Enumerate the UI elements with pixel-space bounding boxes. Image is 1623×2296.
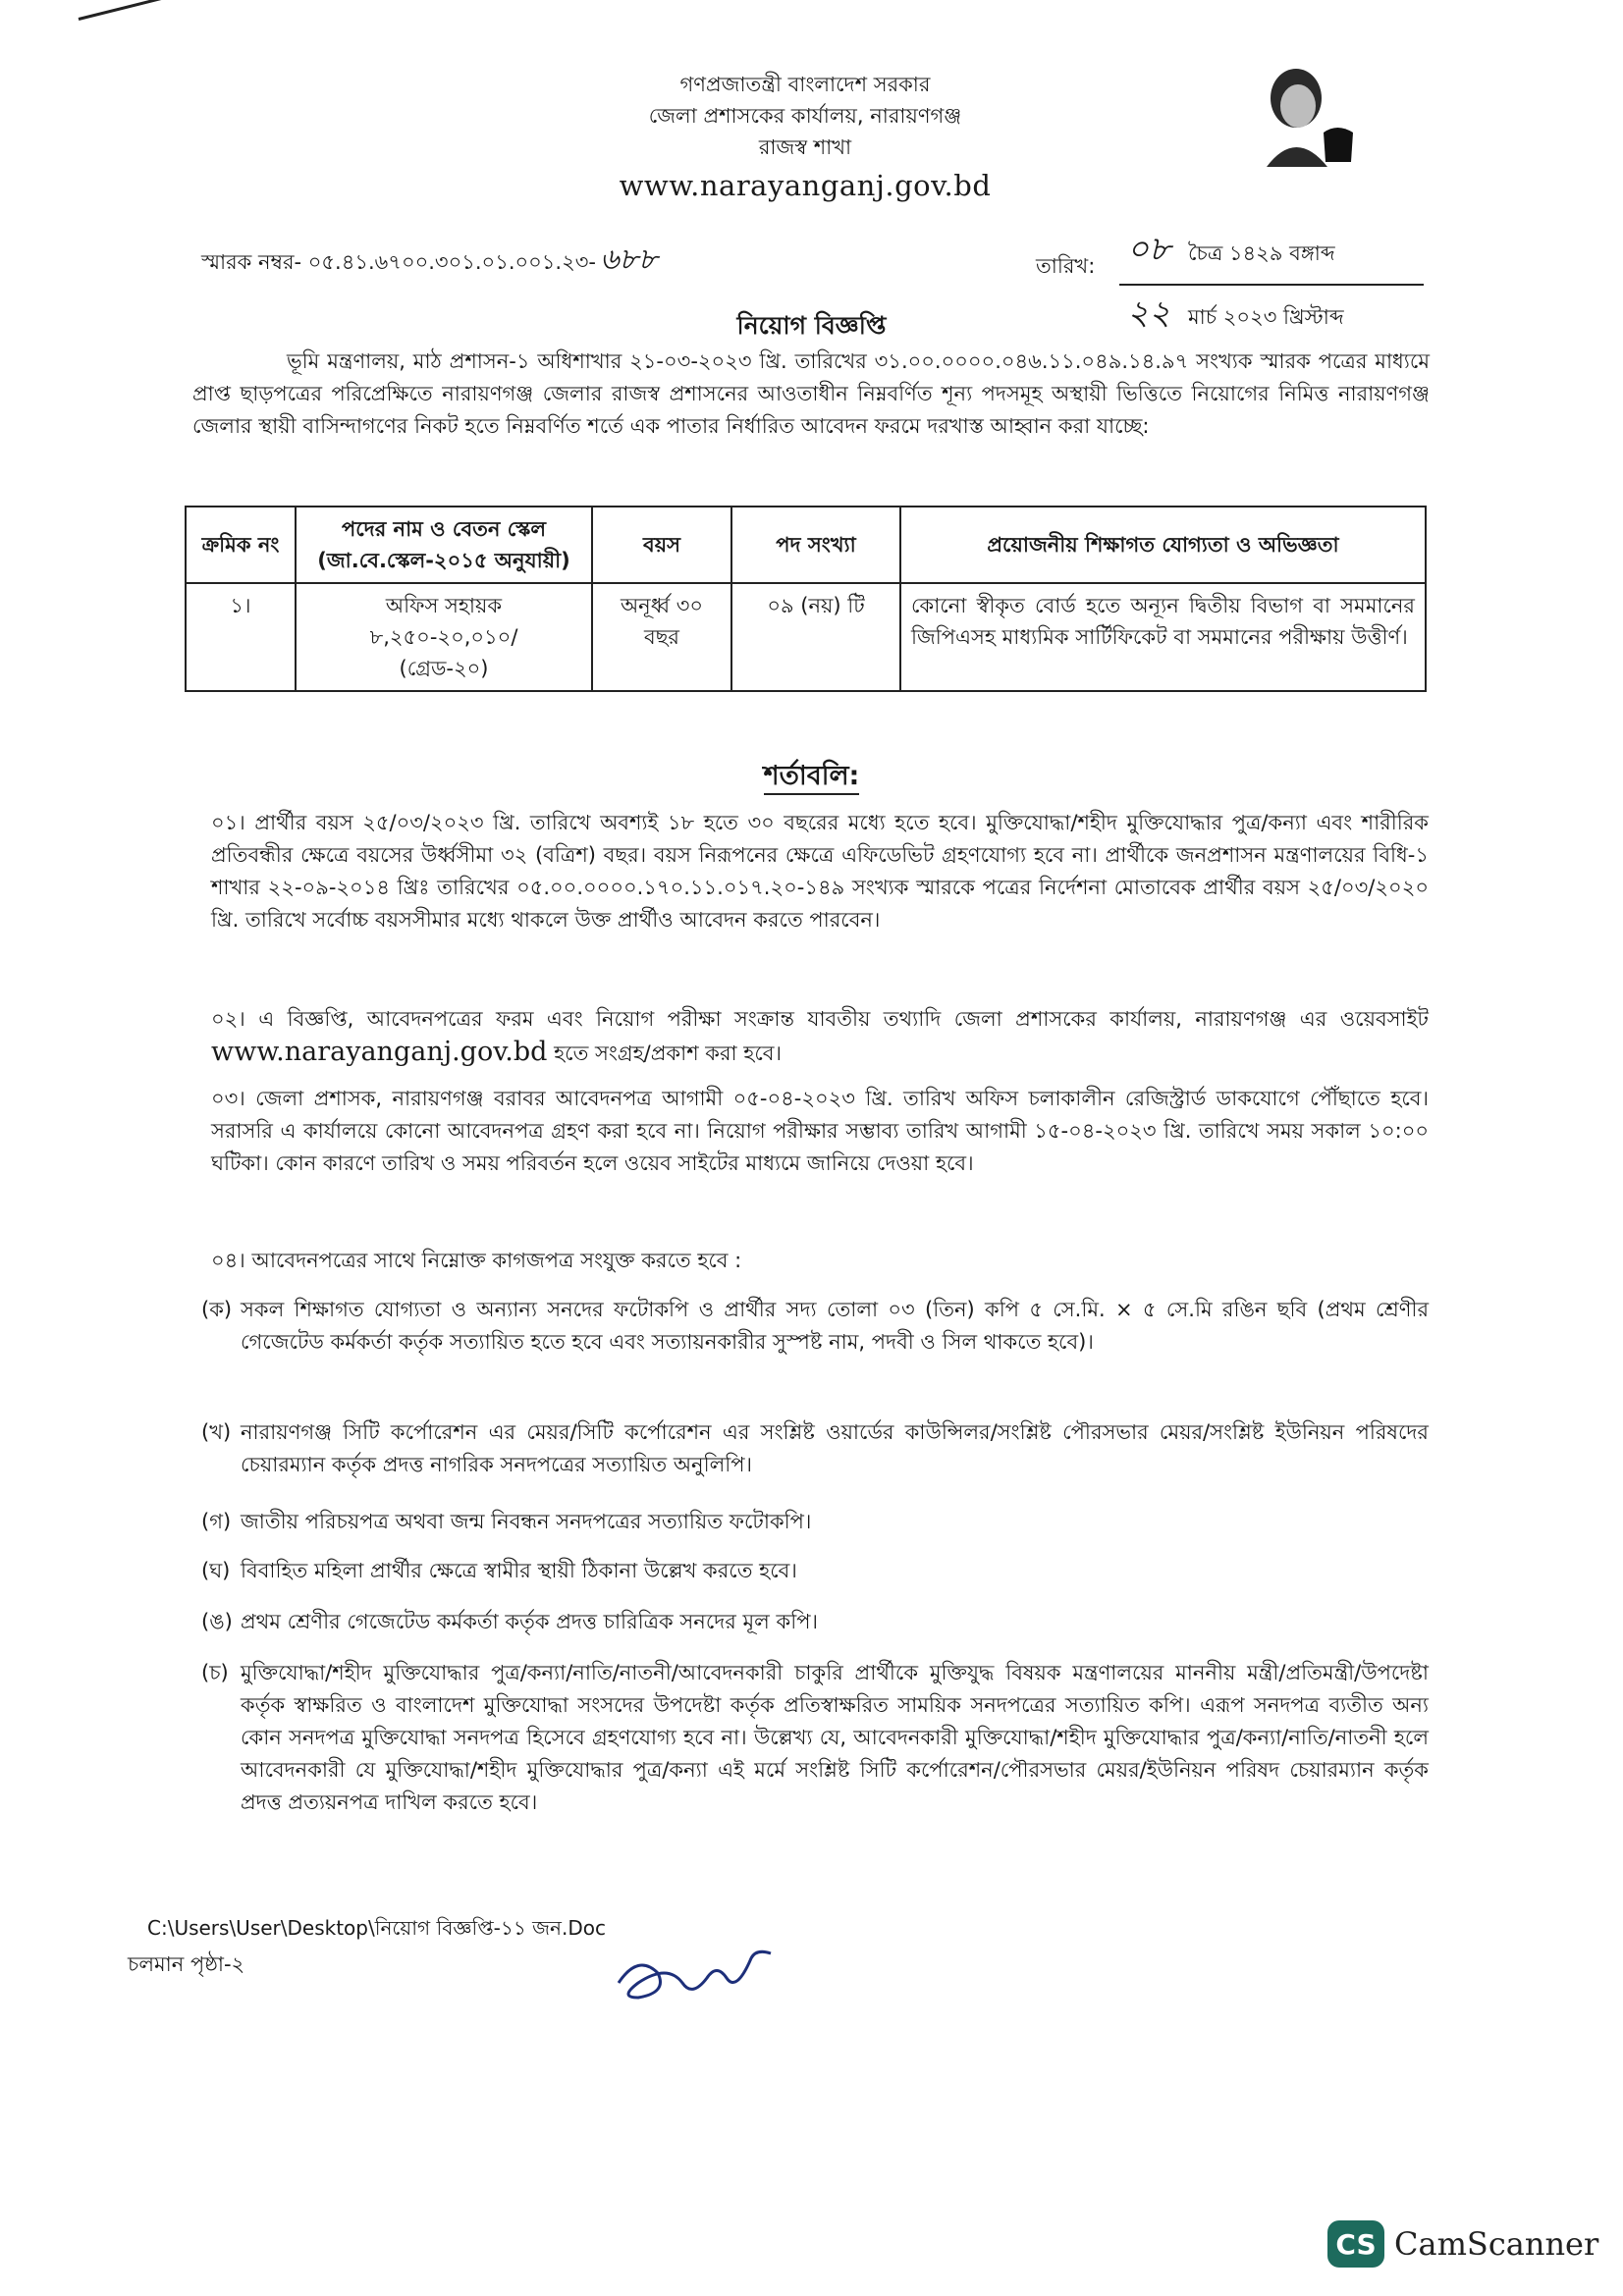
attachment-ga (201, 1506, 1429, 1538)
cell-serial: ১। (186, 583, 296, 691)
terms-title-text: শর্তাবলি: (764, 761, 860, 795)
term-01: ০১। প্রার্থীর বয়স ২৫/০৩/২০২৩ খ্রি. তারিখে অবশ্যই ১৮ হতে ৩০ বছরের মধ্যে হতে হবে। মুক্তিযোদ্ধা/শহীদ মুক্তিযোদ্ধার পুত্র/কন্যা এবং শারীরিক প্রতিবন্ধীর ক্ষেত্রে বয়সের উর্ধ্বসীমা ৩২ (বত্রিশ) বছর। বয়স নিরূপনের ক্ষেত্রে এফিডেভিট গ্রহণযোগ্য হবে না। প্রার্থীকে জনপ্রশাসন মন্ত্রণালয়ের বিধি-১ শাখার ২২-০৯-২০১৪ খ্রিঃ তারিখের ০৫.০০.০০০০.১৭০.১১.০১৭.২০-১৪৯ সংখ্যক স্মারকে পত্রের নির্দেশনা মোতাবেক প্রার্থীর বয়স ২৫/০৩/২০২০ খ্রি. তারিখে সর্বোচ্চ বয়সসীমার মধ্যে থাকলে উক্ত প্রার্থীও আবেদন করতে পারবেন। (211, 811, 1429, 932)
cell-count: ০৯ (নয়) টি (731, 583, 900, 691)
attachment-kha-text: নারায়ণগঞ্জ সিটি কর্পোরেশন এর মেয়র/সিটি কর্পোরেশন এর সংশ্লিষ্ট ওয়ার্ডের কাউন্সিলর/সংশ্লিষ্ট পৌরসভার মেয়র/সংশ্লিষ্ট ইউনিয়ন পরিষদের চেয়ারম্যান কর্তৃক প্রদত্ত নাগরিক সনদপত্রের সত্যায়িত অনুলিপি। (241, 1420, 1429, 1476)
term-04: ০৪। আবেদনপত্রের সাথে নিম্নোক্ত কাগজপত্র সংযুক্ত করতে হবে : (211, 1249, 742, 1272)
bangla-date-rest: চৈত্র ১৪২৯ বঙ্গাব্দ (1188, 241, 1335, 265)
section-name: রাজস্ব শাখা (758, 135, 852, 159)
col-post-scale: পদের নাম ও বেতন স্কেল (জা.বে.স্কেল-২০১৫ অনুযায়ী) (296, 507, 592, 583)
memo-number (201, 236, 657, 286)
col-age: বয়স (592, 507, 731, 583)
header-website: www.narayanganj.gov.bd (619, 169, 992, 202)
attachment-cha-text: মুক্তিযোদ্ধা/শহীদ মুক্তিযোদ্ধার পুত্র/কন্যা/নাতি/নাতনী/আবেদনকারী চাকুরি প্রার্থীকে মুক্তিযুদ্ধ বিষয়ক মন্ত্রণালয়ের মাননীয় মন্ত্রী/প্রতিমন্ত্রী/উপদেষ্টা কর্তৃক স্বাক্ষরিত ও বাংলাদেশ মুক্তিযোদ্ধা সংসদের উপদেষ্টা কর্তৃক প্রতিস্বাক্ষরিত সাময়িক সনদপত্রের সত্যায়িত কপি। এরূপ সনদপত্র ব্যতীত অন্য কোন সনদপত্র মুক্তিযোদ্ধা সনদপত্র হিসেবে গ্রহণযোগ্য হবে না। উল্লেখ্য যে, আবেদনকারী মুক্তিযোদ্ধা/শহীদ মুক্তিযোদ্ধার পুত্র/কন্যা/নাতি/নাতনী হলে আবেদনকারী যে মুক্তিযোদ্ধা/শহীদ মুক্তিযোদ্ধার পুত্র/কন্যা এই মর্মে সংশ্লিষ্ট সিটি কর্পোরেশন/পৌরসভার মেয়র/ইউনিয়ন পরিষদ চেয়ারম্যান কর্তৃক প্রদত্ত প্রত্যয়নপত্র দাখিল করতে হবে। (241, 1661, 1429, 1814)
memo-handwritten-number: ৬৮৮ (600, 242, 658, 277)
office-name: জেলা প্রশাসকের কার্যালয়, নারায়ণগঞ্জ (648, 104, 962, 128)
attachment-ka-text: সকল শিক্ষাগত যোগ্যতা ও অন্যান্য সনদের ফটোকপি ও প্রার্থীর সদ্য তোলা ০৩ (তিন) কপি ৫ সে.মি. × ৫ সে.মি রঙিন ছবি (প্রথম শ্রেণীর গেজেটেড কর্মকর্তা কর্তৃক সত্যায়িত হতে হবে এবং সত্যায়নকারীর সুস্পষ্ট নাম, পদবী ও সিল থাকতে হবে)। (241, 1298, 1429, 1354)
attachment-ga-label: (গ) (201, 1510, 232, 1533)
camscanner-badge-icon: CS (1327, 2220, 1384, 2268)
signature (609, 1924, 815, 2012)
attachment-uma-text: প্রথম শ্রেণীর গেজেটেড কর্মকর্তা কর্তৃক প্রদত্ত চারিত্রিক সনদের মূল কপি। (241, 1610, 818, 1633)
attachment-gha (201, 1555, 1429, 1587)
term-02-text-a: ০২। এ বিজ্ঞপ্তি, আবেদনপত্রের ফরম এবং নিয়োগ পরীক্ষা সংক্রান্ত যাবতীয় তথ্যাদি জেলা প্রশাসকের কার্যালয়, নারায়ণগঞ্জ এর ওয়েবসাইট (211, 1007, 1429, 1031)
date-divider (1119, 284, 1424, 286)
english-day: ২২ (1126, 294, 1171, 333)
attachment-gha-text: বিবাহিত মহিলা প্রার্থীর ক্ষেত্রে স্বামীর স্থায়ী ঠিকানা উল্লেখ করতে হবে। (241, 1559, 797, 1582)
memo-label: স্মারক নম্বর- ০৫.৪১.৬৭০০.৩০১.০১.০০১.২৩- (201, 250, 596, 274)
scan-mark (79, 0, 193, 21)
table-header-row (186, 507, 1426, 583)
posts-table (185, 506, 1427, 692)
term-02-website: www.narayanganj.gov.bd (211, 1037, 548, 1067)
attachment-cha (201, 1657, 1429, 1819)
post-name: অফিস সহায়ক (385, 594, 503, 617)
attachment-ga-text: জাতীয় পরিচয়পত্র অথবা জন্ম নিবন্ধন সনদপত্রের সত্যায়িত ফটোকপি। (241, 1510, 812, 1533)
col-count: পদ সংখ্যা (731, 507, 900, 583)
letterhead (511, 69, 1100, 202)
mujib-portrait-logo (1247, 59, 1375, 177)
attachment-cha-label: (চ) (201, 1661, 229, 1684)
intro-paragraph: ভূমি মন্ত্রণালয়, মাঠ প্রশাসন-১ অধিশাখার ২১-০৩-২০২৩ খ্রি. তারিখের ৩১.০০.০০০০.০৪৬.১১.০৪৯.১৪.৯৭ সংখ্যক স্মারক পত্রের মাধ্যমে প্রাপ্ত ছাড়পত্রের পরিপ্রেক্ষিতে নারায়ণগঞ্জ জেলার রাজস্ব প্রশাসনের আওতাধীন নিম্নবর্ণিত শূন্য পদসমূহ অস্থায়ী ভিত্তিতে নিয়োগের নিমিত্ত নারায়ণগঞ্জ জেলার স্থায়ী বাসিন্দাগণের নিকট হতে নিম্নবর্ণিত শর্তে এক পাতার নির্ধারিত আবেদন ফরমে দরখাস্ত আহ্বান করা যাচ্ছে: (192, 349, 1430, 438)
term-02 (211, 1003, 1429, 1070)
notice-title: নিয়োগ বিজ্ঞপ্তি (736, 311, 887, 340)
col-serial: ক্রমিক নং (186, 507, 296, 583)
attachment-uma-label: (ঙ) (201, 1610, 233, 1633)
table-row (186, 583, 1426, 691)
col-qualification: প্রয়োজনীয় শিক্ষাগত যোগ্যতা ও অভিজ্ঞতা (900, 507, 1426, 583)
attachment-kha-label: (খ) (201, 1420, 232, 1444)
grade: (গ্রেড-২০) (399, 657, 489, 680)
bangla-day: ০৮ (1126, 230, 1171, 269)
continued-page: চলমান পৃষ্ঠা-২ (128, 1952, 245, 1976)
cell-post (296, 583, 592, 691)
govt-name: গণপ্রজাতন্ত্রী বাংলাদেশ সরকার (679, 73, 931, 96)
attachment-uma (201, 1606, 1429, 1638)
cell-qualification: কোনো স্বীকৃত বোর্ড হতে অন্যূন দ্বিতীয় বিভাগ বা সমমানের জিপিএসহ মাধ্যমিক সার্টিফিকেট বা সমমানের পরীক্ষায় উত্তীর্ণ। (900, 583, 1426, 691)
term-03: ০৩। জেলা প্রশাসক, নারায়ণগঞ্জ বরাবর আবেদনপত্র আগামী ০৫-০৪-২০২৩ খ্রি. তারিখ অফিস চলাকালীন রেজিস্ট্রার্ড ডাকযোগে পৌঁছাতে হবে। সরাসরি এ কার্যালয়ে কোনো আবেদনপত্র গ্রহণ করা হবে না। নিয়োগ পরীক্ষার সম্ভাব্য তারিখ আগামী ১৫-০৪-২০২৩ খ্রি. তারিখে সময় সকাল ১০:০০ ঘটিকা। কোন কারণে তারিখ ও সময় পরিবর্তন হলে ওয়েব সাইটের মাধ্যমে জানিয়ে দেওয়া হবে। (211, 1087, 1429, 1175)
file-path: C:\Users\User\Desktop\নিয়োগ বিজ্ঞপ্তি-১১ জন.Doc (147, 1916, 606, 1940)
attachment-ka (201, 1294, 1429, 1359)
english-date-rest: মার্চ ২০২৩ খ্রিস্টাব্দ (1188, 305, 1344, 329)
camscanner-watermark (1327, 2220, 1598, 2268)
pay-scale: ৮,২৫০-২০,০১০/ (369, 625, 518, 649)
cell-age: অনূর্ধ্ব ৩০ বছর (592, 583, 731, 691)
camscanner-name: CamScanner (1394, 2225, 1599, 2263)
attachment-kha (201, 1416, 1429, 1481)
date-label: তারিখ: (1036, 254, 1096, 278)
term-02-text-b: হতে সংগ্রহ/প্রকাশ করা হবে। (554, 1041, 782, 1065)
attachment-gha-label: (ঘ) (201, 1559, 231, 1582)
terms-title (0, 756, 1623, 800)
attachment-ka-label: (ক) (201, 1298, 233, 1321)
